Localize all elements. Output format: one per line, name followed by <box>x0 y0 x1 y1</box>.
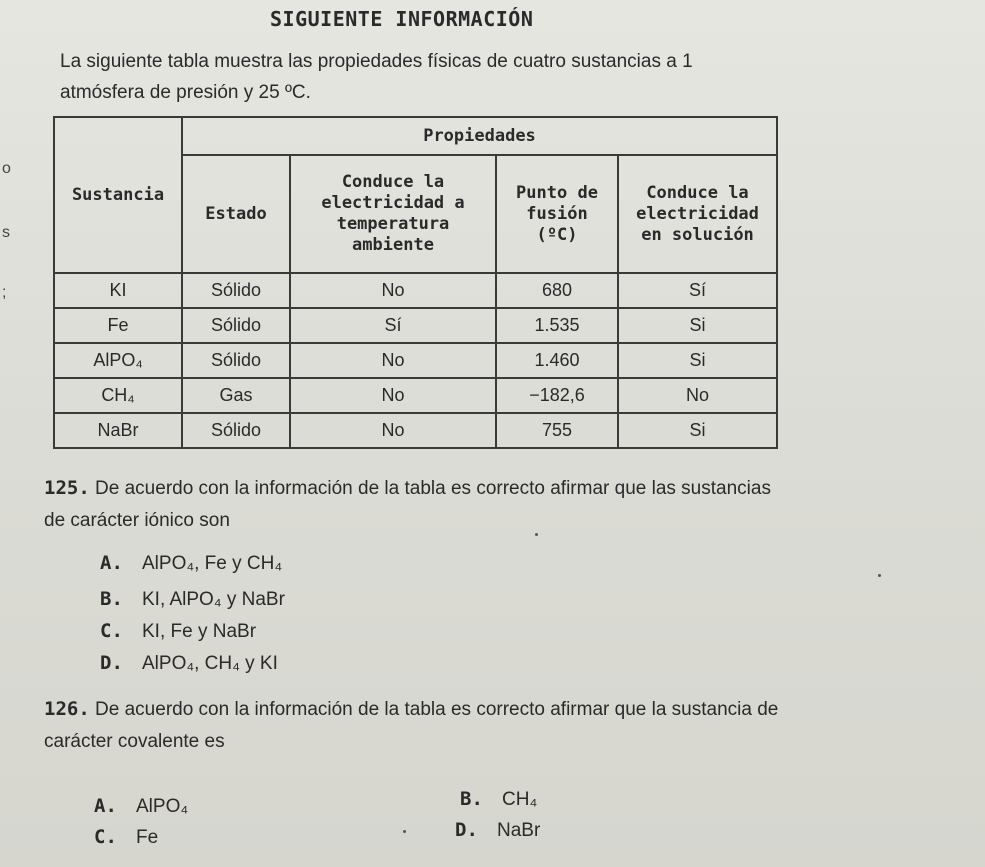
table-row <box>54 378 777 413</box>
cell-melting-point: 755 <box>496 413 618 448</box>
cell-substance: CH₄ <box>54 378 182 413</box>
cell-substance: AlPO₄ <box>54 343 182 378</box>
option-text: CH₄ <box>502 789 538 810</box>
option-text: KI, AlPO₄ y NaBr <box>142 589 285 610</box>
cell-melting-point: 680 <box>496 273 618 308</box>
margin-mark: ; <box>2 284 7 301</box>
table-row <box>54 343 777 378</box>
table-row <box>54 308 777 343</box>
cell-conducts-ambient: No <box>290 378 496 413</box>
option-letter: A. <box>100 552 123 574</box>
margin-mark: o <box>2 160 11 177</box>
option-125-d[interactable] <box>100 652 278 675</box>
properties-table <box>53 116 778 449</box>
cell-conducts-solution: Si <box>618 308 777 343</box>
cell-state: Sólido <box>182 413 290 448</box>
option-126-b[interactable] <box>460 788 537 811</box>
cell-conducts-ambient: No <box>290 273 496 308</box>
cell-melting-point: 1.460 <box>496 343 618 378</box>
section-heading: SIGUIENTE INFORMACIÓN <box>270 7 534 31</box>
cell-melting-point: −182,6 <box>496 378 618 413</box>
column-header-melting-point: Punto de fusión (ºC) <box>496 155 618 273</box>
option-126-a[interactable] <box>94 795 188 818</box>
cell-substance: KI <box>54 273 182 308</box>
column-header-conducts-solution: Conduce la electricidad en solución <box>618 155 777 273</box>
stray-dot <box>403 830 406 833</box>
cell-conducts-ambient: Sí <box>290 308 496 343</box>
option-125-c[interactable] <box>100 620 256 643</box>
cell-state: Sólido <box>182 343 290 378</box>
option-text: AlPO₄, CH₄ y KI <box>142 653 278 674</box>
option-letter: C. <box>94 826 117 848</box>
cell-conducts-solution: Si <box>618 413 777 448</box>
option-text: Fe <box>136 827 159 848</box>
cell-substance: Fe <box>54 308 182 343</box>
option-text: AlPO₄, Fe y CH₄ <box>142 553 283 574</box>
option-text: AlPO₄ <box>136 796 189 817</box>
stray-dot <box>878 574 881 577</box>
option-text: KI, Fe y NaBr <box>142 621 257 642</box>
cell-state: Sólido <box>182 308 290 343</box>
question-125 <box>44 472 784 537</box>
cell-conducts-solution: No <box>618 378 777 413</box>
option-letter: D. <box>100 652 123 674</box>
cell-state: Sólido <box>182 273 290 308</box>
cell-state: Gas <box>182 378 290 413</box>
question-text: De acuerdo con la información de la tabla es correcto afirmar que las sustancias de carácter iónico son <box>44 478 771 531</box>
question-text: De acuerdo con la información de la tabla es correcto afirmar que la sustancia de carácter covalente es <box>44 699 779 752</box>
cell-conducts-ambient: No <box>290 413 496 448</box>
option-letter: B. <box>100 588 123 610</box>
intro-paragraph: La siguiente tabla muestra las propiedades físicas de cuatro sustancias a 1 atmósfera de presión y 25 ºC. <box>60 51 693 103</box>
option-letter: C. <box>100 620 123 642</box>
margin-mark: s <box>2 224 10 241</box>
option-letter: B. <box>460 788 483 810</box>
cell-conducts-solution: Sí <box>618 273 777 308</box>
option-125-a[interactable] <box>100 552 282 575</box>
question-126 <box>44 693 814 758</box>
option-126-d[interactable] <box>455 819 540 842</box>
cell-conducts-solution: Si <box>618 343 777 378</box>
column-header-state: Estado <box>182 155 290 273</box>
column-header-conducts-ambient: Conduce la electricidad a temperatura ambiente <box>290 155 496 273</box>
question-number: 126. <box>44 698 90 720</box>
option-text: NaBr <box>497 820 541 841</box>
cell-substance: NaBr <box>54 413 182 448</box>
option-letter: D. <box>455 819 478 841</box>
table-row <box>54 413 777 448</box>
stray-dot <box>535 533 538 536</box>
cell-conducts-ambient: No <box>290 343 496 378</box>
column-header-substance: Sustancia <box>54 117 182 273</box>
option-126-c[interactable] <box>94 826 158 849</box>
table-row <box>54 273 777 308</box>
column-group-properties: Propiedades <box>182 117 777 155</box>
option-letter: A. <box>94 795 117 817</box>
question-number: 125. <box>44 477 90 499</box>
cell-melting-point: 1.535 <box>496 308 618 343</box>
option-125-b[interactable] <box>100 588 285 611</box>
